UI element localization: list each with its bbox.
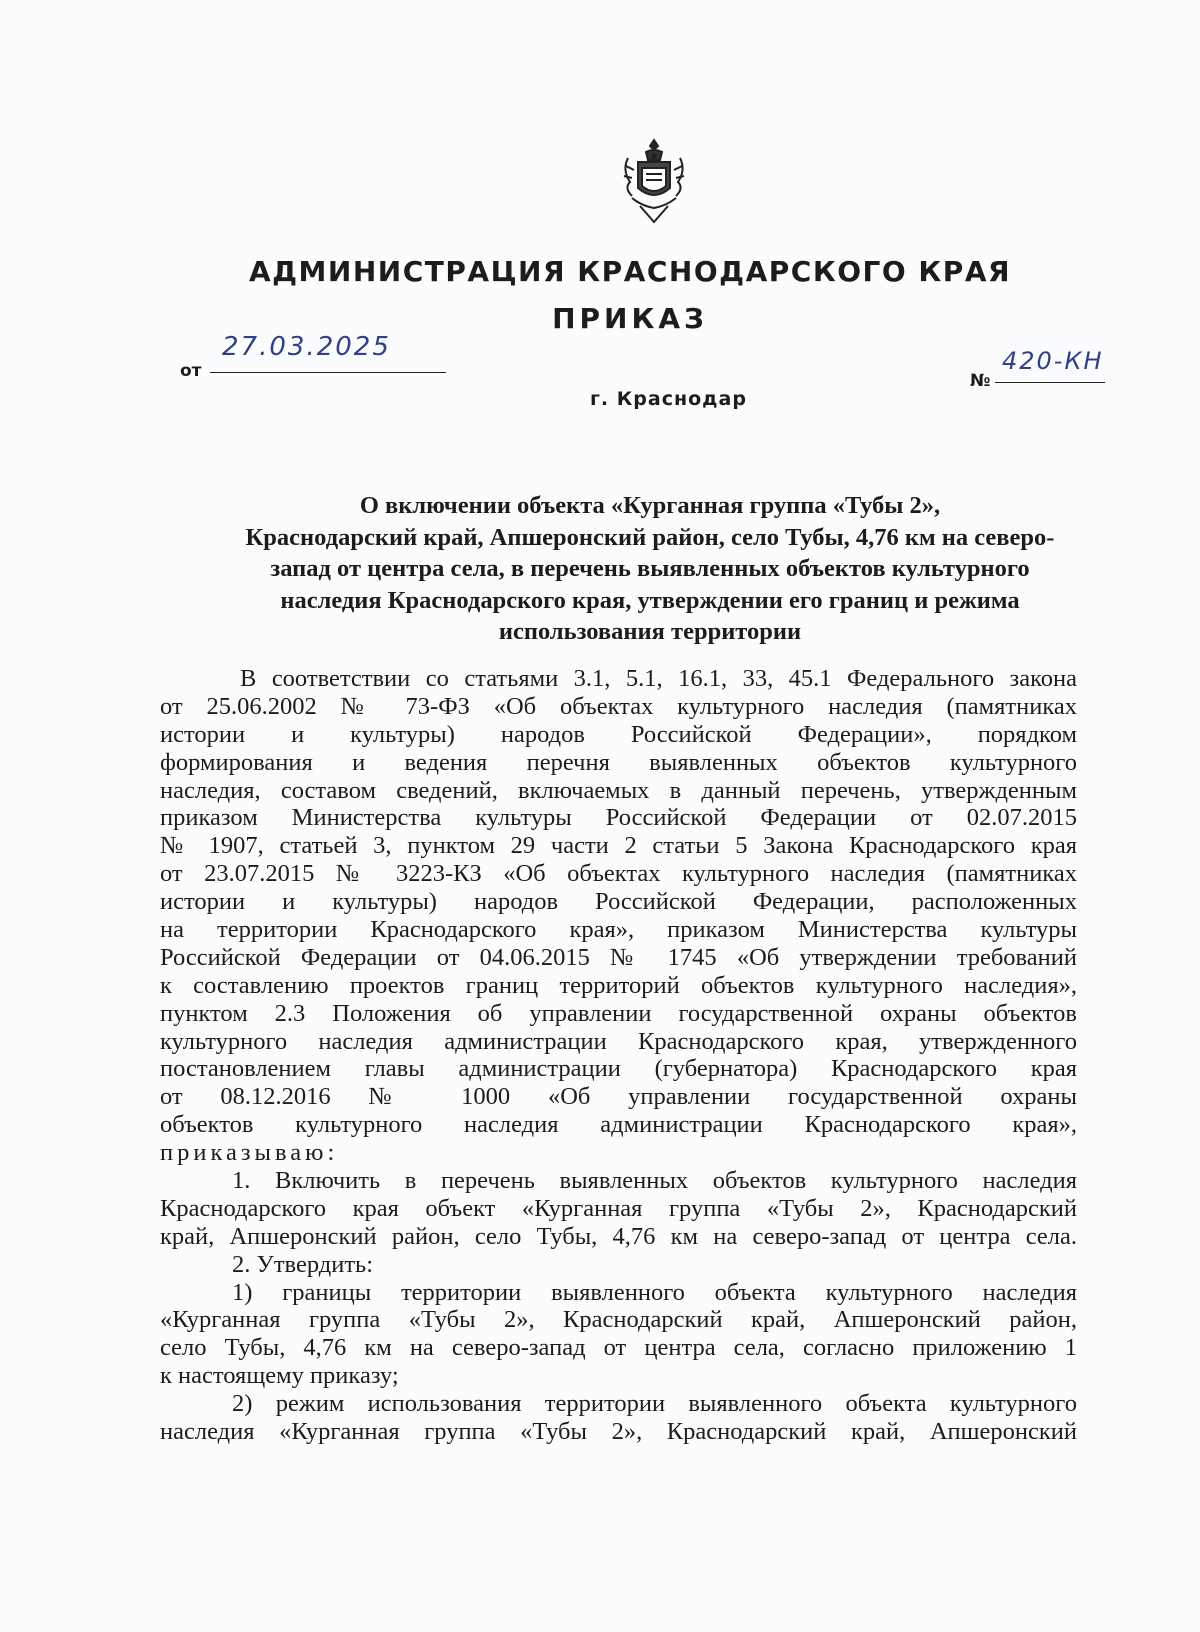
title-line: наследия Краснодарского края, утверждении его границ и режима <box>280 586 1020 614</box>
body-line: край, Апшеронский район, село Тубы, 4,76 км на северо-запад от центра села. <box>160 1222 1077 1250</box>
body-line: объектов культурного наследия администрации Краснодарского края», <box>160 1111 1077 1139</box>
body-line: пунктом 2.3 Положения об управлении государственной охраны объектов <box>160 999 1077 1027</box>
body-line: истории и культуры) народов Российской Федерации, расположенных <box>160 888 1077 916</box>
body-line: культурного наследия администрации Краснодарского края, утвержденного <box>160 1027 1077 1055</box>
date-label: от <box>180 361 202 381</box>
document-title <box>170 490 1130 648</box>
document-body <box>160 665 1077 1446</box>
handwritten-date: 27.03.2025 <box>222 332 391 362</box>
body-line: Краснодарского края объект «Курганная группа «Тубы 2», Краснодарский <box>160 1194 1077 1222</box>
body-line: 1) границы территории выявленного объекта культурного наследия <box>232 1278 1077 1306</box>
body-line: постановлением главы администрации (губернатора) Краснодарского края <box>160 1055 1077 1083</box>
body-line: 2) режим использования территории выявленного объекта культурного <box>232 1390 1077 1418</box>
date-underline <box>210 372 446 373</box>
body-line: от 08.12.2016 № 1000 «Об управлении государственной охраны <box>160 1083 1077 1111</box>
body-line: на территории Краснодарского края», приказом Министерства культуры <box>160 916 1077 944</box>
title-line: О включении объекта «Курганная группа «Тубы 2», <box>359 492 941 519</box>
number-label: № <box>970 371 991 391</box>
body-line: В соответствии со статьями 3.1, 5.1, 16.1, 33, 45.1 Федерального закона <box>240 665 1077 692</box>
body-line-prikazyvayu: приказываю: <box>160 1139 339 1167</box>
body-line: «Курганная группа «Тубы 2», Краснодарский край, Апшеронский район, <box>160 1306 1077 1334</box>
body-line: наследия, составом сведений, включаемых в данный перечень, утвержденным <box>160 776 1077 804</box>
body-line: Российской Федерации от 04.06.2015 № 1745 «Об утверждении требований <box>160 943 1077 971</box>
city-name: г. Краснодар <box>590 388 747 410</box>
body-line: № 1907, статьей 3, пунктом 29 части 2 статьи 5 Закона Краснодарского края <box>160 832 1077 860</box>
number-underline <box>995 382 1105 383</box>
document-type: ПРИКАЗ <box>552 302 708 335</box>
body-line: от 23.07.2015 № 3223-КЗ «Об объектах культурного наследия (памятниках <box>160 860 1077 888</box>
body-line: формирования и ведения перечня выявленных объектов культурного <box>160 748 1077 776</box>
body-line: к составлению проектов границ территорий объектов культурного наследия», <box>160 971 1077 999</box>
organization-name: АДМИНИСТРАЦИЯ КРАСНОДАРСКОГО КРАЯ <box>248 255 1012 288</box>
body-line: истории и культуры) народов Российской Федерации», порядком <box>160 720 1077 748</box>
body-line: наследия «Курганная группа «Тубы 2», Краснодарский край, Апшеронский <box>160 1418 1077 1446</box>
coat-of-arms-icon <box>618 136 690 226</box>
body-line: 2. Утвердить: <box>232 1250 374 1278</box>
title-line: запад от центра села, в перечень выявленных объектов культурного <box>270 555 1030 582</box>
body-line: к настоящему приказу; <box>160 1362 399 1390</box>
title-line: использования территории <box>498 618 802 645</box>
body-line: село Тубы, 4,76 км на северо-запад от центра села, согласно приложению 1 <box>160 1334 1077 1362</box>
title-line: Краснодарский край, Апшеронский район, село Тубы, 4,76 км на северо- <box>245 523 1055 551</box>
handwritten-number: 420-КН <box>1002 347 1104 375</box>
body-line: 1. Включить в перечень выявленных объектов культурного наследия <box>232 1167 1077 1195</box>
body-line: приказом Министерства культуры Российской Федерации от 02.07.2015 <box>160 804 1077 832</box>
body-line: от 25.06.2002 № 73-ФЗ «Об объектах культурного наследия (памятниках <box>160 692 1077 720</box>
